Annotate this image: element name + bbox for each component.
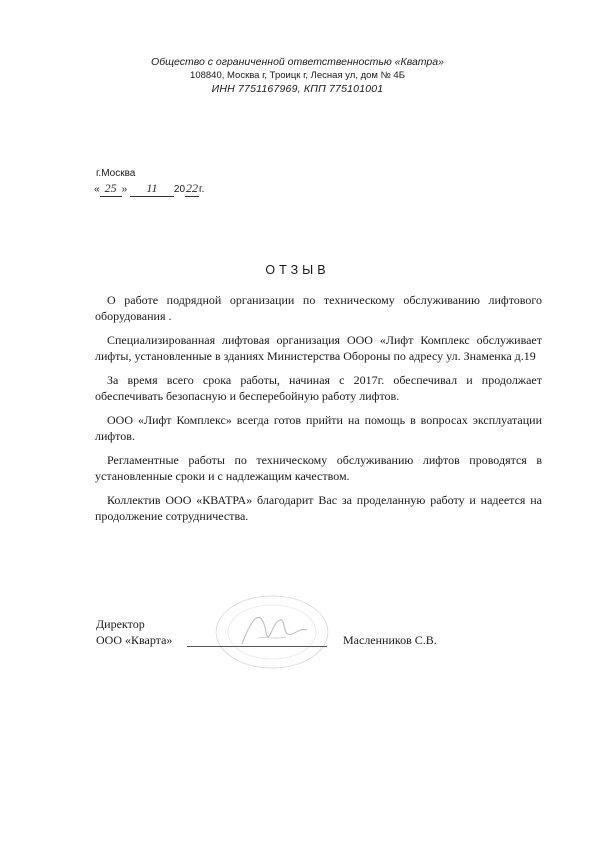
date-open-quote: «	[94, 184, 100, 195]
date-month: 11	[130, 181, 174, 197]
date-day: 25	[100, 181, 122, 197]
body-paragraph: ООО «Лифт Комплекс» всегда готов прийти на помощь в вопросах эксплуатации лифтов.	[95, 413, 542, 443]
date-close-quote: »	[121, 184, 128, 195]
date-year-end: г.	[199, 184, 205, 195]
date-year-suffix: 22	[186, 181, 199, 195]
document-title: ОТЗЫВ	[265, 263, 330, 277]
signer-position: Директор	[96, 617, 145, 631]
date-year-prefix: 20	[173, 184, 186, 195]
company-address: 108840, Москва г, Троицк г, Лесная ул, дом № 4Б	[190, 70, 405, 81]
body-paragraph: За время всего срока работы, начиная с 2017г. обеспечивал и продолжает обеспечивать безопасную и бесперебойную работу лифтов.	[95, 373, 542, 403]
body-paragraph: Регламентные работы по техническому обслуживанию лифтов проводятся в установленные сроки и с надлежащим качеством.	[95, 453, 542, 483]
company-name: Общество с ограниченной ответственностью «Кватра»	[151, 56, 444, 68]
letter-place: г.Москва	[96, 168, 136, 179]
signature-stamp-image	[212, 592, 332, 672]
signature-line	[187, 646, 327, 647]
body-paragraph: О работе подрядной организации по техническому обслуживанию лифтового оборудования .	[95, 293, 542, 323]
body-paragraph: Специализированная лифтовая организация ООО «Лифт Комплекс обслуживает лифты, установленные в зданиях Министерства Обороны по адресу ул. Знаменка д.19	[95, 333, 542, 363]
signer-name: Масленников С.В.	[343, 633, 437, 647]
letter-body	[95, 292, 542, 532]
company-tax-ids: ИНН 7751167969, КПП 775101001	[211, 83, 384, 95]
signer-organization: ООО «Кварта»	[96, 633, 173, 647]
body-paragraph: Коллектив ООО «КВАТРА» благодарит Вас за проделанную работу и надеется на продолжение сотрудничества.	[95, 493, 542, 523]
letter-date	[94, 181, 204, 197]
